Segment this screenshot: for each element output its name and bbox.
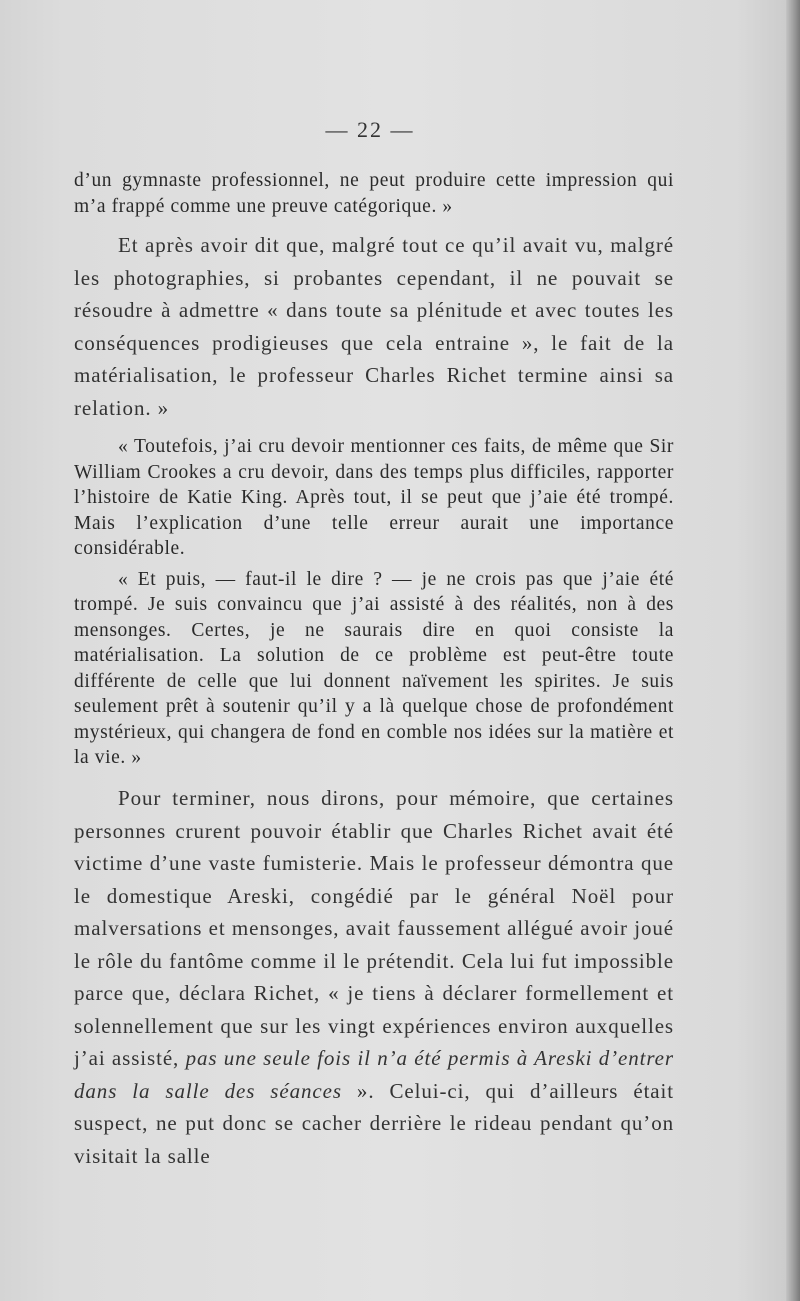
paragraph-quote-toutefois: « Toutefois, j’ai cru devoir mentionner ces faits, de même que Sir William Crookes a cru devoir, dans des temps plus difficiles, rapporter l’histoire de Katie King. Après tout, il se peut que j’aie été trompé. Mais l’explication d’une telle erreur aurait une importance considérable. xyxy=(74,436,674,559)
text-block-narration xyxy=(74,229,674,424)
paragraph-continuation: d’un gymnaste professionnel, ne peut produire cette impression qui m’a frappé comme une preuve catégorique. » xyxy=(74,170,674,217)
paragraph-quote-et-puis: « Et puis, — faut-il le dire ? — je ne crois pas que j’aie été trompé. Je suis convaincu que j’ai assisté à des réalités, non à des mensonges. Certes, je ne saurais dire en quoi consiste la matérialisation. La solution de ce problème est peut-être toute différente de celle que lui donnent naïvement les spirites. Je suis seulement prêt à soutenir qu’il y a là quelque chose de profondément mystérieux, qui changera de fond en comble nos idées sur la matière et la vie. » xyxy=(74,568,674,768)
page-number: — 22 — xyxy=(325,117,415,142)
text-block-quotation xyxy=(74,434,674,771)
text-block-top xyxy=(74,168,674,219)
paragraph-part-1: Pour terminer, nous dirons, pour mémoire, que certaines personnes crurent pouvoir établir que Charles Richet avait été victime d’une vaste fumisterie. Mais le professeur démontra que le domestique Areski, congédié par le général Noël pour malversations et mensonges, avait faussement allégué avoir joué le rôle du fantôme comme il le prétendit. Cela lui fut impossible parce que, déclara Richet, « je tiens à déclarer formellement et solennellement que sur les vingt expériences environ auxquelles j’ai assisté, xyxy=(74,786,674,1070)
paragraph-pour-terminer xyxy=(74,782,674,1172)
paragraph-part-2: ». Celui-ci, qui d’ailleurs était suspect, ne put donc se cacher derrière le rideau pendant qu’on visitait la salle xyxy=(74,1078,674,1168)
italic-quote: pas une seule fois il n’a été permis à Areski d’entrer dans la salle des séances xyxy=(74,1046,674,1103)
paragraph-richet-conclusion: Et après avoir dit que, malgré tout ce qu’il avait vu, malgré les photographies, si probantes cependant, il ne pouvait se résoudre à admettre « dans toute sa plénitude et avec toutes les conséquences prodigieuses que cela entraine », le fait de la matérialisation, le professeur Charles Richet termine ainsi sa relation. » xyxy=(74,233,674,420)
text-block-final xyxy=(74,782,674,1172)
page-edge-shadow xyxy=(786,0,800,1301)
